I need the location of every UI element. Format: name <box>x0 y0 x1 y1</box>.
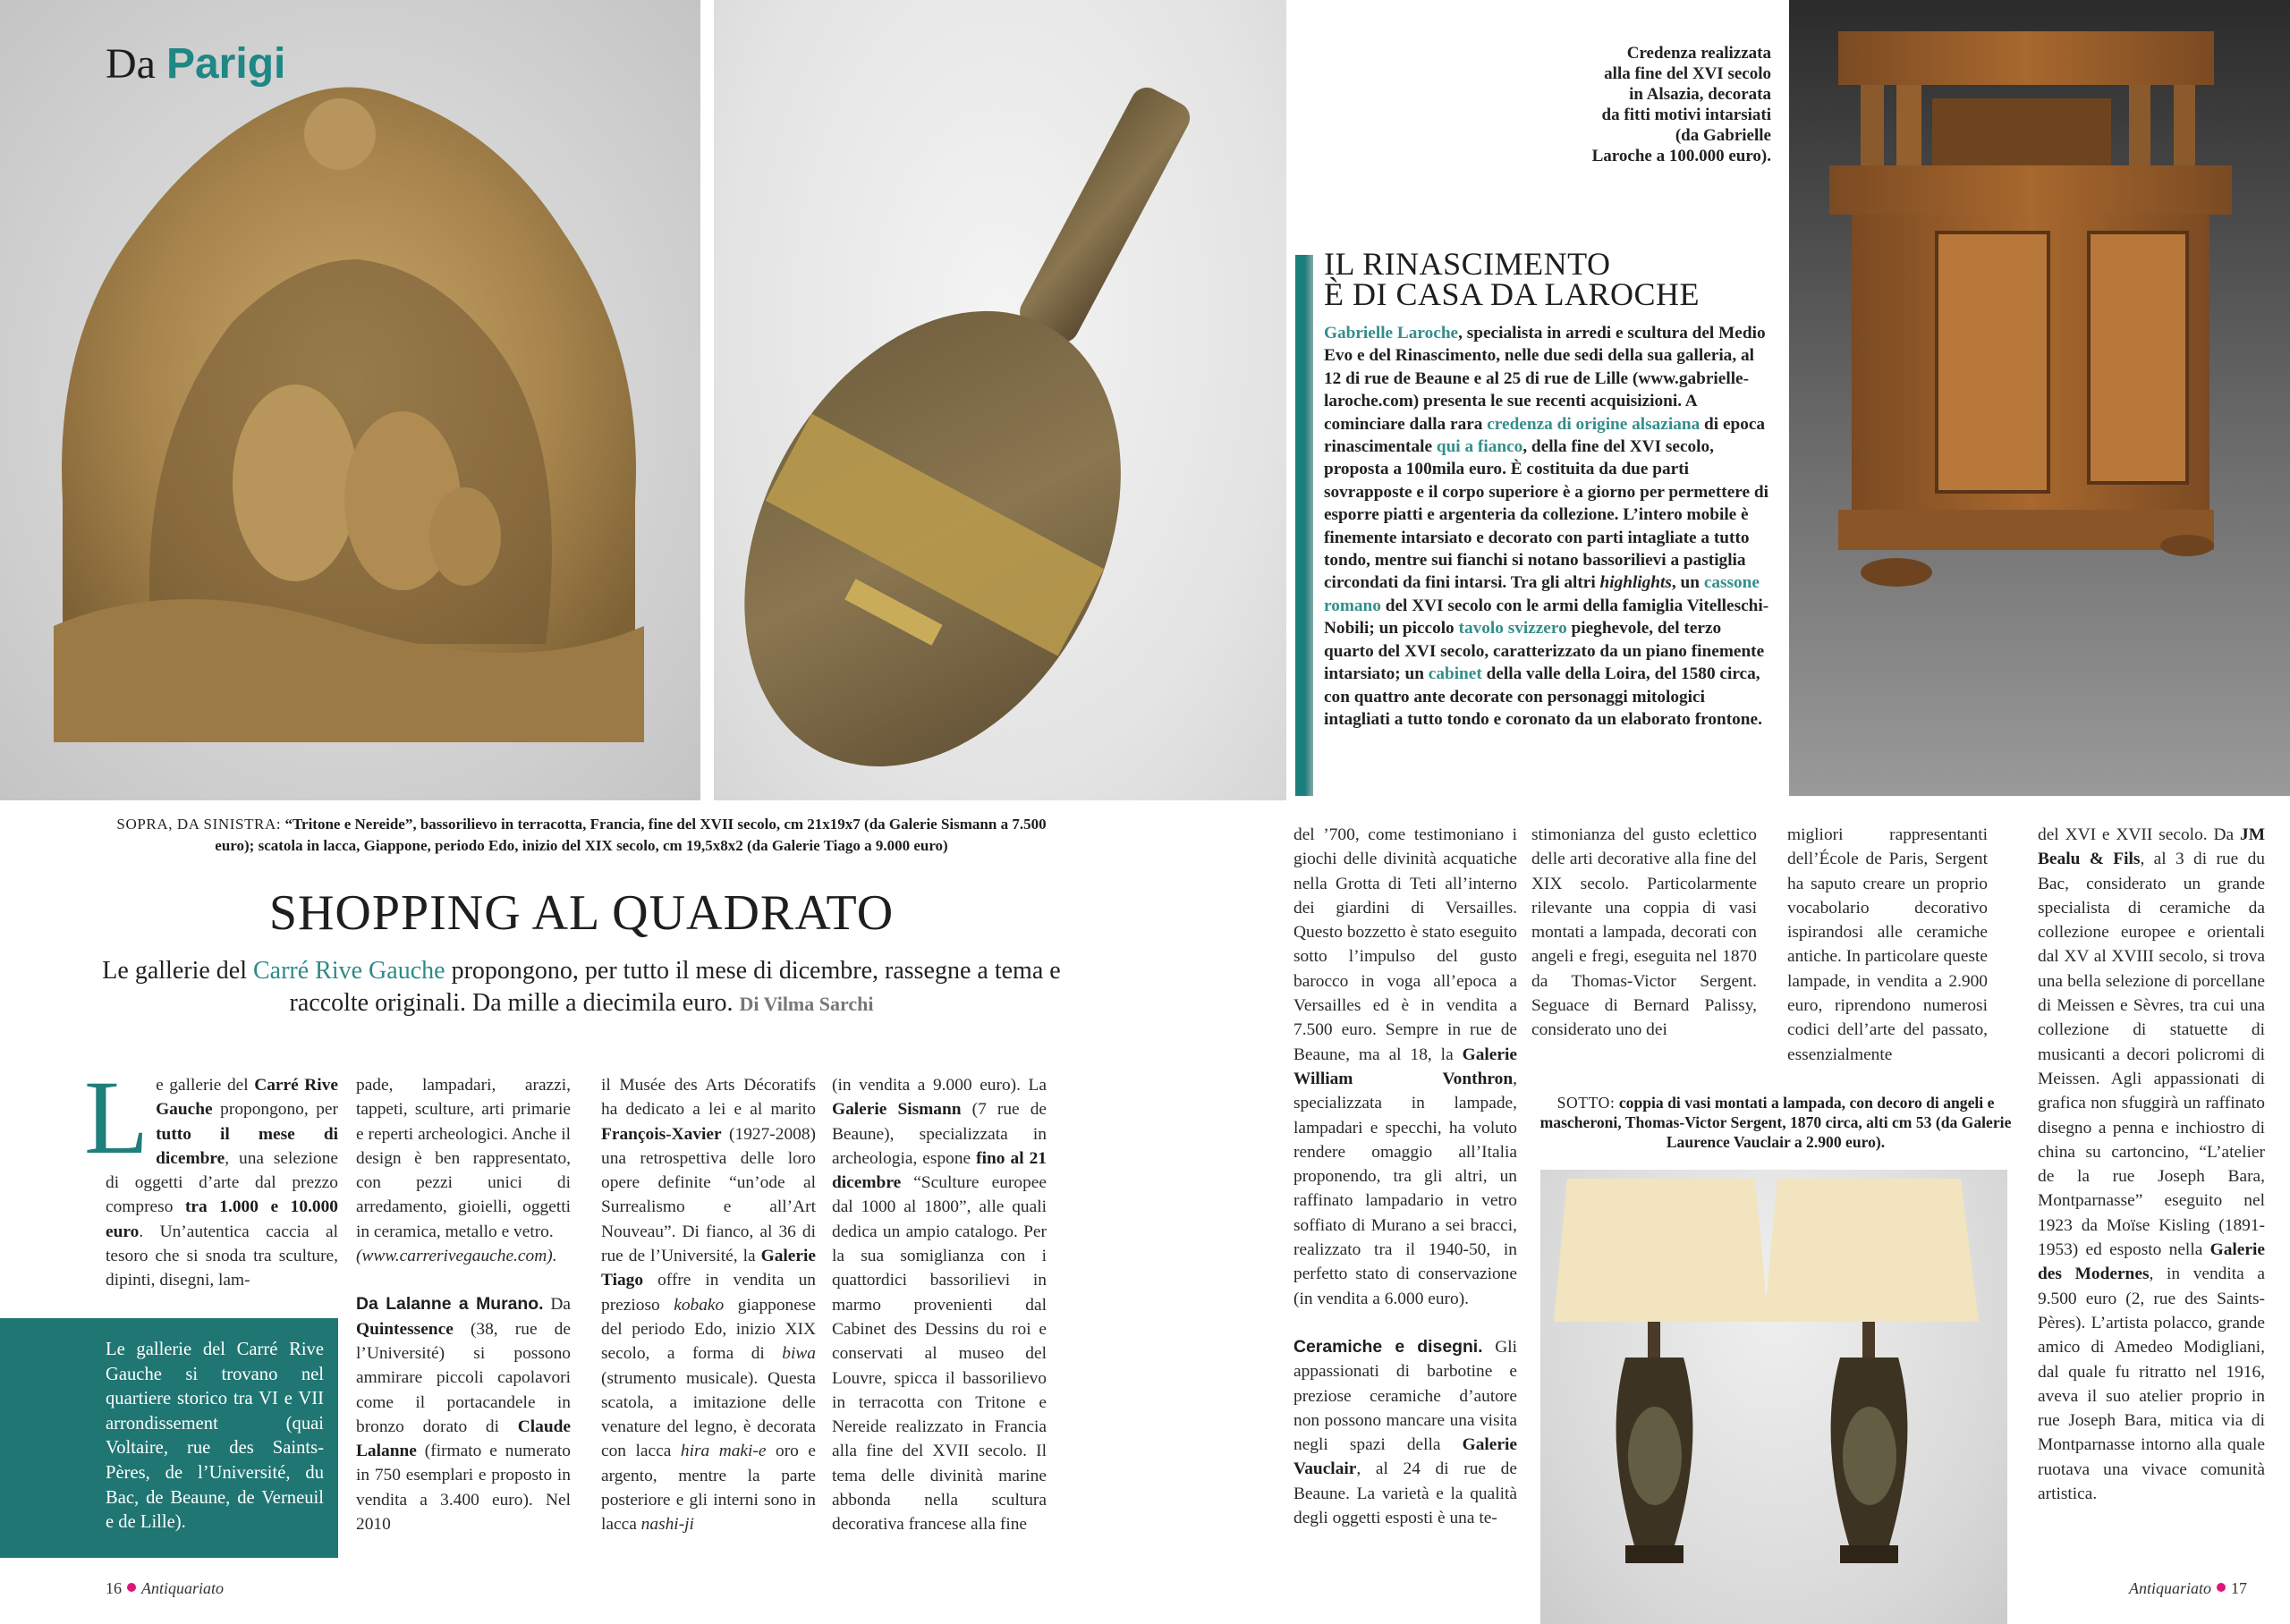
body-text: oro e argento, mentre la parte posteriore e gli interni sono in lacca <box>601 1442 816 1535</box>
lamps-caption <box>1539 1093 2013 1152</box>
highlight-cassone: cassone romano <box>1324 573 1760 615</box>
italic-term: hira maki-e <box>680 1442 767 1461</box>
body-text: propongono, per <box>212 1100 338 1120</box>
body-text: stimonianza del gusto eclettico delle arti decorative alla fine del XIX secolo. Particolarmente rilevante una coppia di vasi montati a lampada, decorati con angeli e fregi, eseguita nel 1870 da Thomas-Victor Sergent. Seguace di Bernard Palissy, considerato uno dei <box>1531 825 1757 1040</box>
body-text: (in vendita a 9.000 euro). La <box>832 1076 1047 1095</box>
body-text: giapponese del periodo Edo, inizio XIX secolo, a forma di <box>601 1295 816 1364</box>
body-text: (1927-2008) una retrospettiva delle loro opere definite “un’ode al Surrealismo e all’Art Nouveau”. Di fianco, al 36 di rue de l’Université, la <box>601 1124 816 1266</box>
body-text: , un <box>1671 573 1704 593</box>
magazine-name: Antiquariato <box>2129 1579 2212 1597</box>
body-text: , specialista in arredi e scultura del Medio Evo e del Rinascimento, nelle due sedi della sua galleria, al 12 di rue de Beaune e al 25 di rue de Lille (www.gabrielle-laroche.com) presenta le sue recenti acquisizioni. A cominciare dalla rara <box>1324 324 1766 434</box>
magazine-name: Antiquariato <box>141 1579 225 1597</box>
body-text: migliori rappresentanti dell’École de Paris, Sergent ha saputo creare un proprio vocabolario decorativo ispirandosi alle ceramiche antiche. In particolare queste lampade, in vendita a 2.900 euro, riprendono numerosi codici dell’arte del passato, essenzialmente <box>1787 825 1988 1064</box>
body-text: del ’700, come testimoniano i giochi delle divinità acquatiche nella Grotta di Teti all’interno dei giardini di Versailles. Questo bozzetto è stato eseguito sotto l’impulso del gusto barocco in voga all’epoca a Versailles ed è in vendita a 7.500 euro. Sempre in rue de Beaune, ma al 18, la <box>1293 825 1517 1064</box>
caption-line: (da Gabrielle <box>1675 126 1771 145</box>
bold-text: Galerie Tiago <box>601 1247 816 1290</box>
caption-lead: SOPRA, DA SINISTRA: <box>116 816 282 833</box>
caption-lead: SOTTO: <box>1556 1094 1616 1112</box>
folio-right <box>2129 1579 2247 1598</box>
body-text: di epoca rinascimentale <box>1324 414 1766 457</box>
body-text: . Un’autentica caccia al tesoro che si snoda tra sculture, dipinti, disegni, lam- <box>106 1222 338 1290</box>
highlight-cabinet: cabinet <box>1428 664 1482 684</box>
bold-text: fino al 21 dicembre <box>832 1148 1047 1193</box>
body-text: del XVI secolo con le armi della famiglia Vitelleschi-Nobili; un piccolo <box>1324 596 1769 639</box>
bold-text: Galerie des Modernes <box>2038 1240 2265 1284</box>
body-text: offre in vendita un prezioso <box>601 1271 816 1315</box>
deck-text: propongono, per tutto il mese di dicembre, rassegne a tema e raccolte originali. Da mille a diecimila euro. <box>289 957 1061 1017</box>
column-7 <box>1787 823 1988 1067</box>
bold-text: Claude Lalanne <box>356 1417 571 1461</box>
italic-term: kobako <box>674 1295 725 1315</box>
page-number: 16 <box>106 1579 122 1597</box>
deck-highlight: Carré Rive Gauche <box>252 957 445 985</box>
photo-lamps <box>1540 1170 2007 1624</box>
biwa-box-illustration <box>714 0 1286 800</box>
website-link[interactable]: (www.carrerivegauche.com). <box>356 1247 557 1266</box>
subhead: Da Lalanne a Murano. <box>356 1294 544 1315</box>
italic-term: highlights <box>1599 573 1672 593</box>
italic-term: biwa <box>782 1344 816 1364</box>
credenza-caption <box>1467 43 1771 166</box>
body-text: (7 rue de Beaune), specializzata in archeologia, espone <box>832 1100 1047 1168</box>
sidebar-body <box>1324 322 1771 731</box>
column-3 <box>601 1073 816 1537</box>
highlight-qui-a-fianco: qui a fianco <box>1436 437 1523 457</box>
body-text: , della fine del XVI secolo, proposta a 100mila euro. È costituita da due parti sovrapposte e il corpo superiore è a giorno per permettere di esporre piatti e argenteria da collezione. L’intero mobile è finemente intarsiato e decorato con parti intagliate a tutto tondo, mentre sui fianchi si notano bassorilievi a pastiglia circondati da fini intarsi. Tra gli altri <box>1324 437 1768 593</box>
credenza-illustration <box>1789 0 2290 796</box>
bold-text: tra 1.000 e 10.000 euro <box>106 1197 338 1241</box>
lamps-illustration <box>1540 1170 2007 1624</box>
bold-text: Galerie William Vonthron <box>1293 1045 1517 1088</box>
byline: Di Vilma Sarchi <box>739 993 874 1015</box>
photo-biwa-lacquer-box <box>714 0 1286 800</box>
body-text: Da <box>543 1295 571 1315</box>
highlight-gabrielle-laroche: Gabrielle Laroche <box>1324 324 1459 343</box>
bold-text: Quintessence <box>356 1319 454 1339</box>
info-box-text: Le gallerie del Carré Rive Gauche si trovano nel quartiere storico tra VI e VII arrondissement (quai Voltaire, rue des Saints-Pères, de l’Université, du Bac, de Beaune, de Verneuil e de Lille). <box>106 1340 324 1533</box>
article-deck <box>89 955 1073 1020</box>
body-text: del XVI e XVII secolo. Da <box>2038 825 2240 844</box>
bold-text: Galerie Vauclair <box>1293 1435 1517 1479</box>
body-text: , specializzata in lampade, lampadari e specchi, ha voluto rendere omaggio all’Italia proponendo, tra gli altri, un raffinato lampadario in vetro soffiato di Murano a sei bracci, realizzato tra il 1940-50, in perfetto stato di conservazione (in vendita a 6.000 euro). <box>1293 1069 1517 1308</box>
caption-line: Laroche a 100.000 euro). <box>1591 147 1771 165</box>
column-6 <box>1531 823 1757 1043</box>
column-4 <box>832 1073 1047 1537</box>
column-8 <box>2038 823 2265 1506</box>
body-text: il Musée des Arts Décoratifs ha dedicato a lei e al marito <box>601 1076 816 1120</box>
body-text: , al 24 di rue de Beaune. La varietà e la qualità degli oggetti esposti è una te- <box>1293 1459 1517 1528</box>
caption-line: in Alsazia, decorata <box>1629 85 1771 104</box>
column-1 <box>84 1059 338 1293</box>
deck-text: Le gallerie del <box>102 957 253 985</box>
bold-text: François-Xavier <box>601 1124 722 1144</box>
terracotta-relief-illustration <box>0 0 700 800</box>
highlight-credenza: credenza di origine alsaziana <box>1487 414 1701 434</box>
caption-text: coppia di vasi montati a lampada, con decoro di angeli e mascheroni, Thomas-Victor Sergent, 1870 circa, alti cm 53 (da Galerie Laurence Vauclair a 2.900 euro). <box>1539 1094 2012 1151</box>
sidebar-title <box>1324 246 1771 312</box>
column-2 <box>356 1073 571 1536</box>
column-5 <box>1293 823 1517 1530</box>
body-text: Gli appassionati di barbotine e preziose ceramiche d’autore non possono mancare una visita negli spazi della <box>1293 1337 1517 1455</box>
italic-term: nashi-ji <box>640 1515 694 1535</box>
bold-text: JM Bealu & Fils <box>2038 825 2265 869</box>
photo-credenza <box>1789 0 2290 796</box>
bullet-dot-icon <box>127 1583 136 1592</box>
body-text: (strumento musicale). Questa scatola, a imitazione delle venature del legno, è decorata con lacca <box>601 1368 816 1461</box>
kicker-da: Da <box>106 40 156 88</box>
bold-text: tutto il mese di dicembre <box>156 1124 338 1168</box>
caption-text: “Tritone e Nereide”, bassorilievo in terracotta, Francia, fine del XVII secolo, cm 21x19x7 (da Galerie Sismann a 7.500 euro); scatola in lacca, Giappone, periodo Edo, inizio del XIX secolo, cm 19,5x8x2 (da Galerie Tiago a 9.000 euro) <box>215 816 1047 854</box>
caption-line: alla fine del XVI secolo <box>1604 64 1771 83</box>
body-text: (firmato e numerato in 750 esemplari e proposto in vendita a 3.400 euro). Nel 2010 <box>356 1442 571 1535</box>
photo-terracotta-relief <box>0 0 700 800</box>
drop-cap: L <box>84 1059 149 1176</box>
body-text: pade, lampadari, arazzi, tappeti, sculture, arti primarie e reperti archeologici. Anche il design è ben rappresentato, con pezzi unici di arredamento, gioielli, oggetti in ceramica, metallo e vetro. <box>356 1076 571 1241</box>
body-text: , una selezione di oggetti d’arte dal prezzo compreso <box>106 1148 338 1217</box>
body-text: della valle della Loira, del 1580 circa, con quattro ante decorate con personaggi mitologici intagliati a tutto tondo e coronato da un elaborato frontone. <box>1324 664 1762 729</box>
folio-left <box>106 1579 224 1598</box>
body-text: “Sculture europee dal 1000 al 1800”, alle quali dedica un ampio catalogo. Per la sua somiglianza con i quattordici bassorilievi in marmo provenienti dal Cabinet des Dessins du roi e conservati al museo del Louvre, spicca il bassorilievo in terracotta con Tritone e Nereide realizzato in Francia alla fine del XVII secolo. Il tema delle divinità marine abbonda nella scultura decorativa francese alla fine <box>832 1173 1047 1535</box>
bold-text: Galerie Sismann <box>832 1100 962 1120</box>
body-text: e gallerie del <box>156 1076 255 1095</box>
bullet-dot-icon <box>2217 1583 2226 1592</box>
body-text: pieghevole, del terzo quarto del XVI secolo, caratterizzato da un piano finemente intarsiato; un <box>1324 619 1765 684</box>
bold-text: Carré Rive Gauche <box>156 1076 338 1120</box>
section-kicker <box>106 40 286 88</box>
sidebar-accent-bar <box>1295 255 1313 796</box>
body-text: , in vendita a 9.500 euro (2, rue des Saints-Pères). L’artista polacco, grande amico di Amedeo Modigliani, dal quale fu ritratto nel 1916, aveva il suo atelier proprio in rue Joseph Bara, mitica via di Montparnasse intorno alla quale ruotava una vivace comunità artistica. <box>2038 1265 2265 1504</box>
sidebar-title-line: È DI CASA DA LAROCHE <box>1324 276 1701 312</box>
info-box <box>0 1318 338 1558</box>
page-number: 17 <box>2231 1579 2248 1597</box>
photo-caption-top <box>98 814 1064 857</box>
sidebar-title-line: IL RINASCIMENTO <box>1324 246 1611 282</box>
highlight-tavolo: tavolo svizzero <box>1458 619 1567 639</box>
body-text: (38, rue de l’Université) si possono ammirare piccoli capolavori come il portacandele in bronzo dorato di <box>356 1319 571 1436</box>
caption-line: Credenza realizzata <box>1626 44 1771 63</box>
kicker-city: Parigi <box>165 40 286 88</box>
article-title: SHOPPING AL QUADRATO <box>268 885 895 941</box>
subhead: Ceramiche e disegni. <box>1293 1336 1483 1357</box>
body-text: , al 3 di rue du Bac, considerato un grande specialista di ceramiche da collezione europee e orientali dal XV al XVIII secolo, si trova una bella selezione di porcellane di Meissen e Sèvres, tra cui una collezione di statuette di musicanti a decori policromi di Meissen. Agli appassionati di grafica non sfuggirà un raffinato disegno a penna e inchiostro di china su cartoncino, “L’atelier de la rue Joseph Bara, Montparnasse” eseguito nel 1923 da Moïse Kisling (1891-1953) ed esposto nella <box>2038 850 2266 1260</box>
caption-line: da fitti motivi intarsiati <box>1601 106 1771 124</box>
